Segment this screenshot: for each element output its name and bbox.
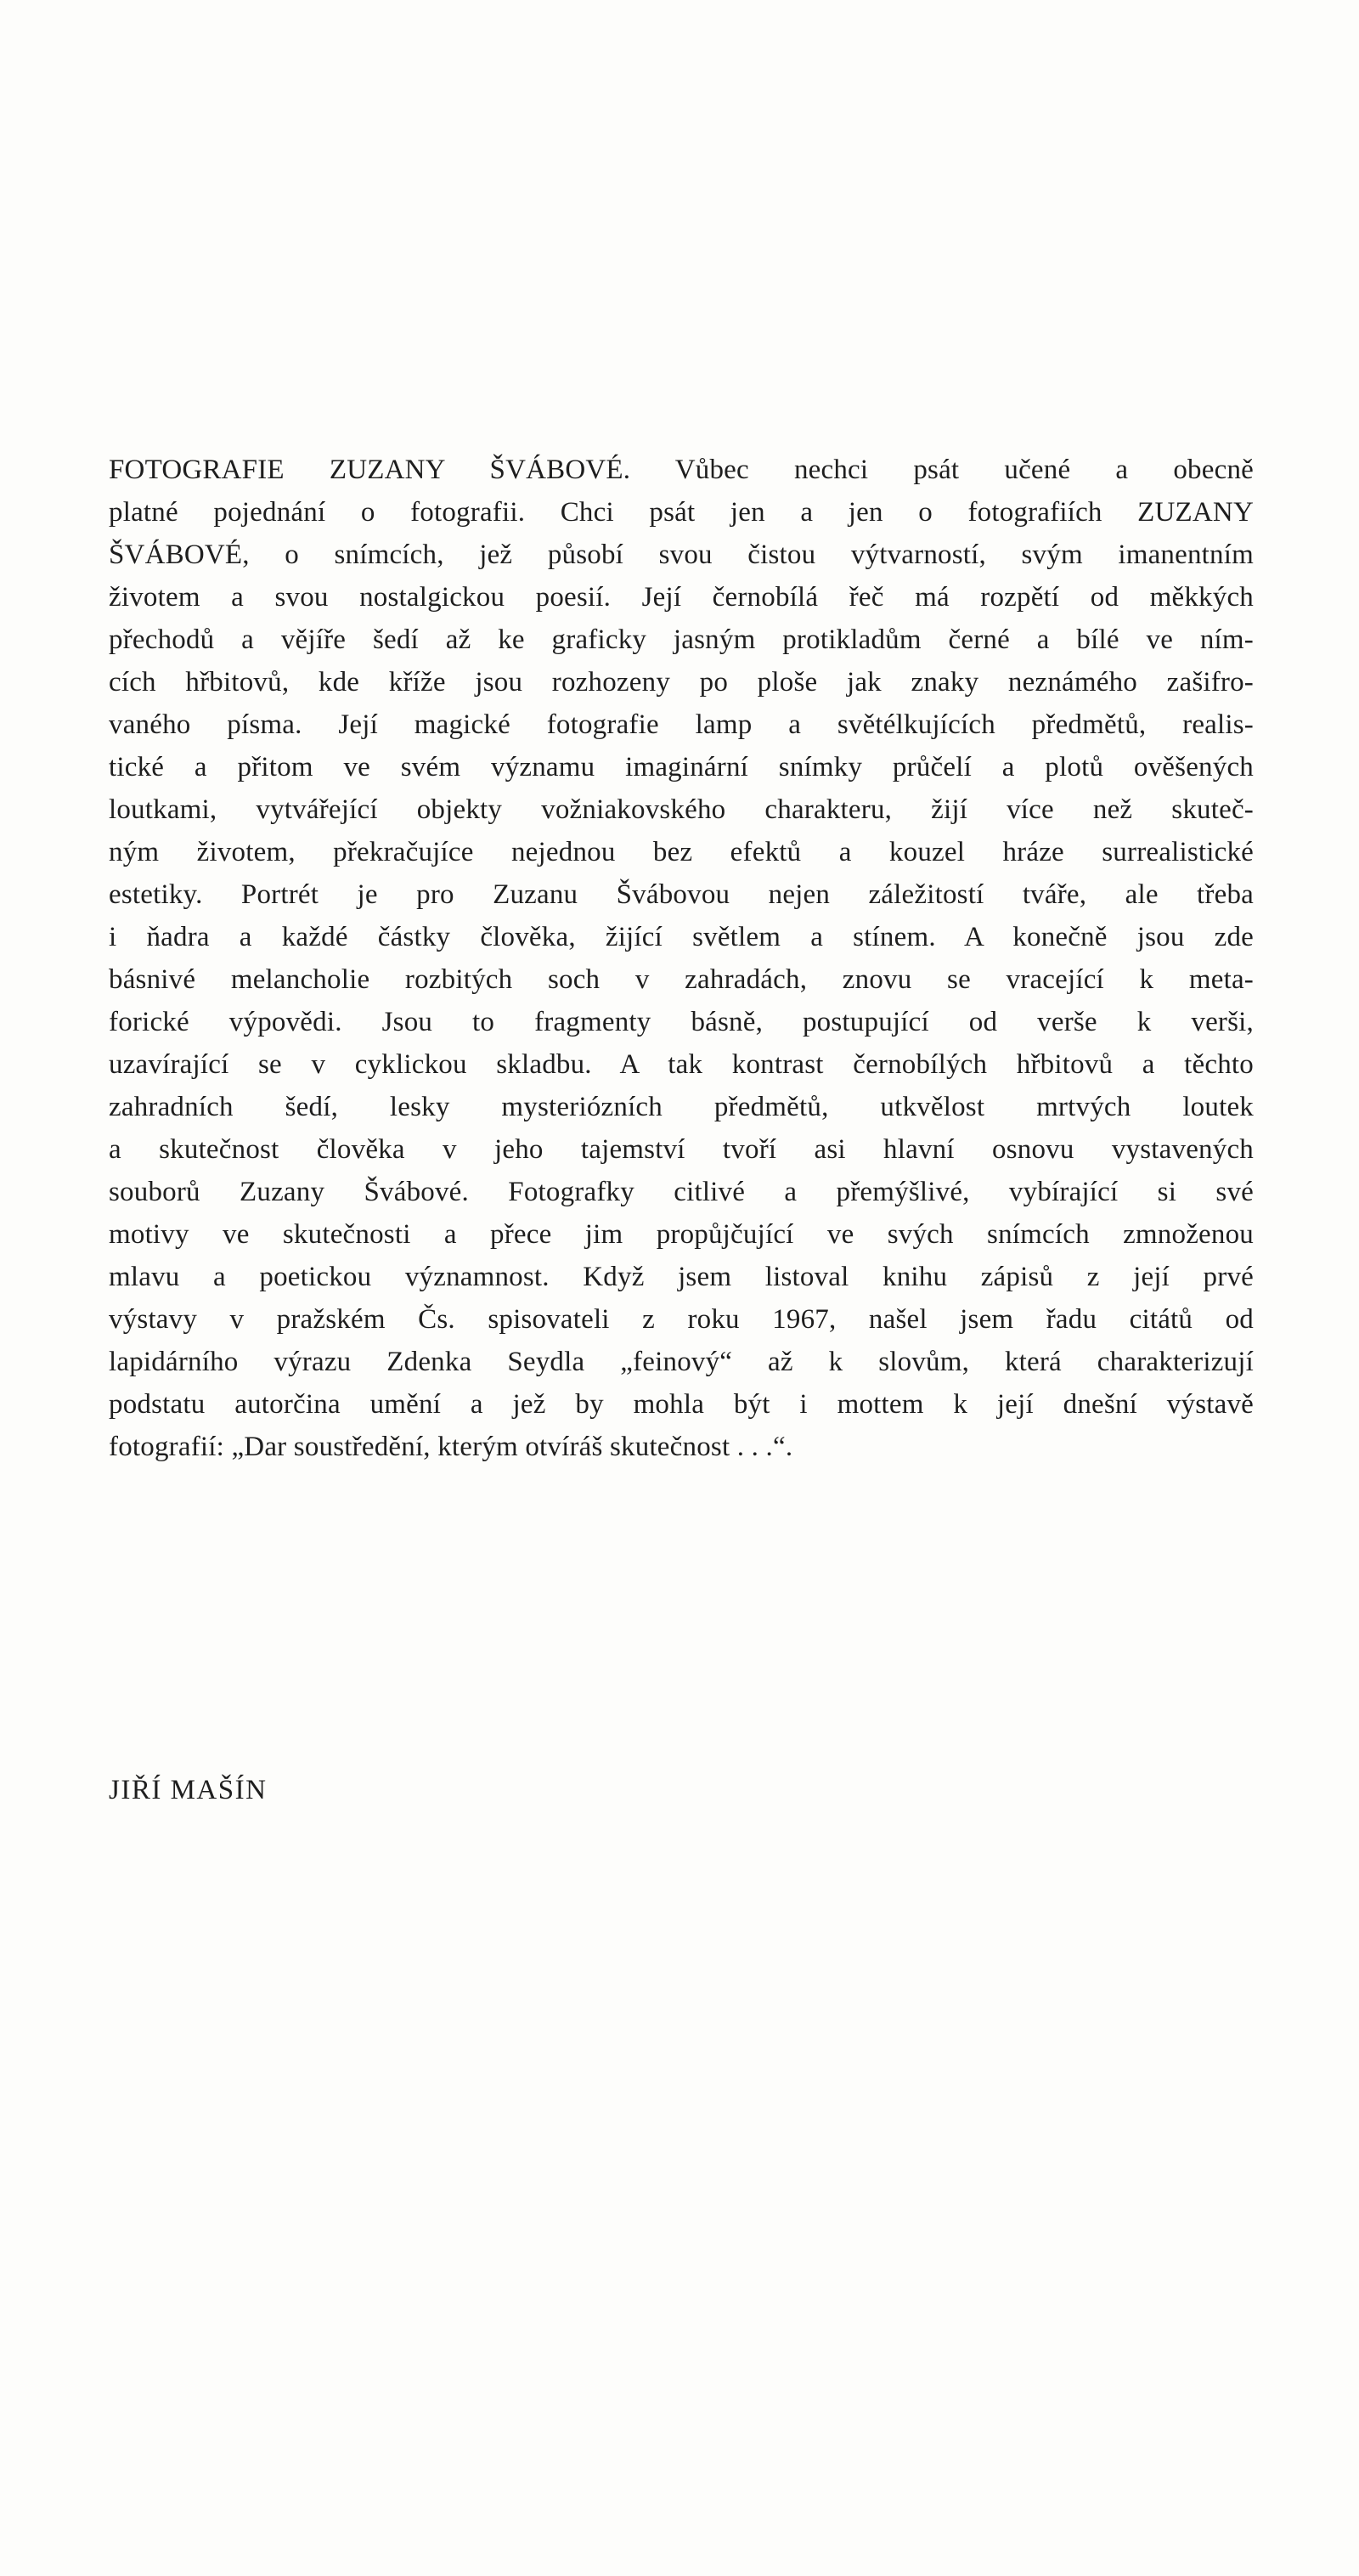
article-line: forické výpovědi. Jsou to fragmenty básně, postupující od verše k verši, <box>109 1007 1254 1037</box>
article-line: a skutečnost člověka v jeho tajemství tvoří asi hlavní osnovu vystavených <box>109 1134 1254 1165</box>
article-line: lapidárního výrazu Zdenka Seydla „feinový“ až k slovům, která charakterizují <box>109 1347 1254 1377</box>
article-line: uzavírající se v cyklickou skladbu. A tak kontrast černobílých hřbitovů a těchto <box>109 1049 1254 1080</box>
article-line: ným životem, překračujíce nejednou bez efektů a kouzel hráze surrealistické <box>109 837 1254 867</box>
article-line: fotografií: „Dar soustředění, kterým otvíráš skutečnost . . .“. <box>109 1432 793 1462</box>
article-line: mlavu a poetickou významnost. Když jsem listoval knihu zápisů z její prvé <box>109 1262 1254 1292</box>
article-line: životem a svou nostalgickou poesií. Její černobílá řeč má rozpětí od měkkých <box>109 582 1254 613</box>
article-line: zahradních šedí, lesky mysteriózních předmětů, utkvělost mrtvých loutek <box>109 1092 1254 1122</box>
article-line: básnivé melancholie rozbitých soch v zahradách, znovu se vracející k meta- <box>109 964 1254 995</box>
article-line: i ňadra a každé částky člověka, žijící světlem a stínem. A konečně jsou zde <box>109 922 1254 952</box>
article-line: estetiky. Portrét je pro Zuzanu Švábovou nejen záležitostí tváře, ale třeba <box>109 879 1254 910</box>
article-line: platné pojednání o fotografii. Chci psát jen a jen o fotografiích ZUZANY <box>109 497 1254 528</box>
article-line: podstatu autorčina umění a jež by mohla být i mottem k její dnešní výstavě <box>109 1389 1254 1420</box>
author-signature: JIŘÍ MAŠÍN <box>109 1775 268 1805</box>
article-line: přechodů a vějíře šedí až ke graficky jasným protikladům černé a bílé ve ním- <box>109 624 1254 655</box>
article-line: loutkami, vytvářející objekty vožniakovského charakteru, žijí více než skuteč- <box>109 794 1254 825</box>
article-line: vaného písma. Její magické fotografie lamp a světélkujících předmětů, realis- <box>109 709 1254 740</box>
article-line: cích hřbitovů, kde kříže jsou rozhozeny po ploše jak znaky neznámého zašifro- <box>109 667 1254 698</box>
article-body <box>109 449 1254 1468</box>
article-line: ŠVÁBOVÉ, o snímcích, jež působí svou čistou výtvarností, svým imanentním <box>109 539 1254 570</box>
article-line: výstavy v pražském Čs. spisovateli z roku 1967, našel jsem řadu citátů od <box>109 1304 1254 1335</box>
article-line: tické a přitom ve svém významu imaginární snímky průčelí a plotů ověšených <box>109 752 1254 782</box>
article-line: souborů Zuzany Švábové. Fotografky citlivé a přemýšlivé, vybírající si své <box>109 1177 1254 1207</box>
article-line: motivy ve skutečnosti a přece jim propůjčující ve svých snímcích zmnoženou <box>109 1219 1254 1250</box>
article-line: FOTOGRAFIE ZUZANY ŠVÁBOVÉ. Vůbec nechci psát učené a obecně <box>109 455 1254 485</box>
